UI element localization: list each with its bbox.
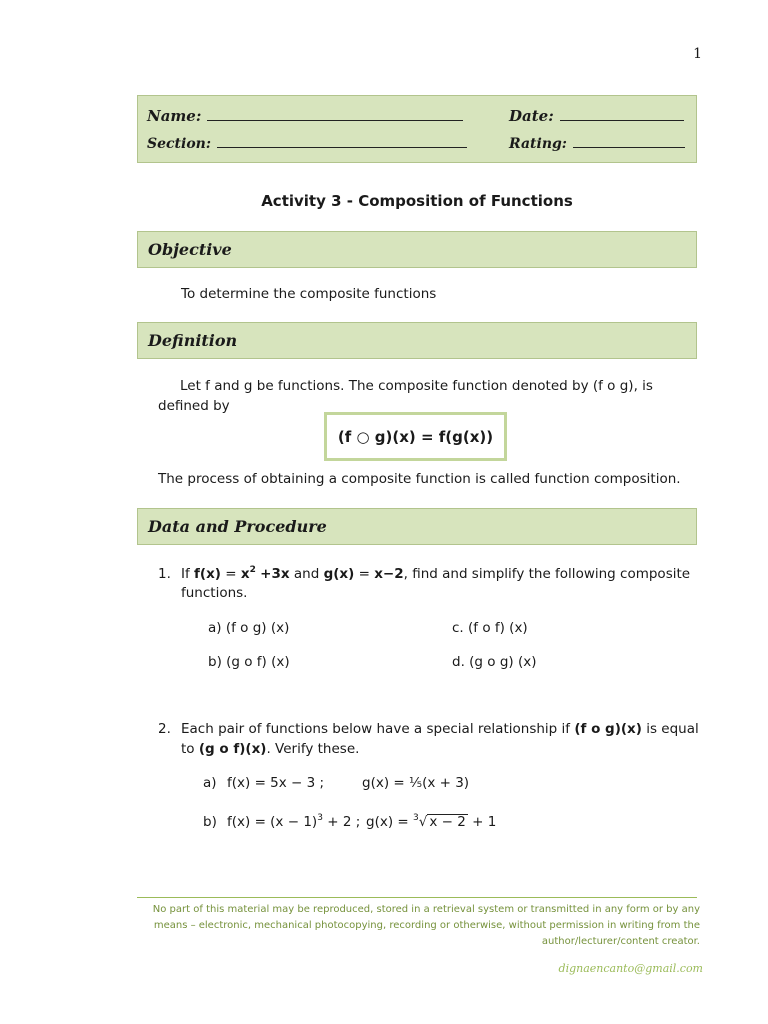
q2-text1: Each pair of functions below have a special relationship if [181, 721, 571, 737]
q1-item-b: b) (g ο f) (x) [208, 654, 290, 670]
q1-eq1: = [225, 566, 237, 582]
radical-sign-icon: √ [418, 814, 428, 830]
composition-formula: (f ○ g)(x) = f(g(x)) [324, 412, 507, 461]
question-2-line2 [181, 739, 359, 759]
page-title: Activity 3 - Composition of Functions [261, 192, 573, 210]
q2-b-f-tail: + 2 ; [322, 814, 361, 830]
page-number: 1 [693, 46, 702, 62]
q1-f-label: f(x) [194, 566, 221, 582]
q2-gof: (g ο f)(x) [198, 741, 267, 757]
q1-and: and [293, 566, 320, 582]
copyright-line-2: means – electronic, mechanical photocopying, recording or otherwise, without permission in writing from the [153, 920, 700, 931]
author-email: dignaencanto@gmail.com [558, 962, 703, 975]
section-row [147, 133, 467, 152]
q2-b-g-radicand: x − 2 [429, 814, 466, 830]
q1-item-c: c. (f ο f) (x) [452, 620, 528, 636]
date-label: Date: [509, 107, 554, 125]
copyright-notice [137, 902, 700, 950]
rating-blank[interactable] [573, 133, 685, 148]
q2-text2: is equal [646, 721, 699, 737]
q1-g-label: g(x) [323, 566, 355, 582]
q1-x: x [240, 566, 250, 582]
q2-item-a-g: g(x) = ⅕(x + 3) [362, 775, 470, 791]
q2-b-g-label: g(x) = [366, 814, 409, 830]
q2-item-a-f: f(x) = 5x − 3 ; [227, 775, 325, 791]
q1-plus3x: +3x [260, 566, 290, 582]
q2-fog: (f ο g)(x) [574, 721, 642, 737]
question-2-line1 [181, 719, 699, 739]
name-blank[interactable] [207, 106, 463, 121]
q1-if: If [181, 566, 190, 582]
q2-b-f-exponent: 3 [317, 813, 323, 823]
q2-item-b-g [366, 812, 496, 834]
name-label: Name: [147, 107, 202, 125]
name-row [147, 106, 463, 125]
q2-item-b-f [227, 812, 360, 834]
q2-to: to [181, 741, 195, 757]
q2-item-a-label: a) [203, 775, 217, 791]
definition-text-line1: Let f and g be functions. The composite function denoted by (f ο g), is [180, 378, 653, 394]
rating-row [509, 133, 685, 152]
rating-label: Rating: [509, 136, 567, 152]
process-text: The process of obtaining a composite function is called function composition. [158, 471, 681, 487]
q2-text3: . Verify these. [266, 741, 360, 757]
procedure-heading: Data and Procedure [137, 508, 697, 545]
section-label: Section: [147, 136, 212, 152]
date-row [509, 106, 684, 125]
objective-heading: Objective [137, 231, 697, 268]
section-blank[interactable] [217, 133, 467, 148]
definition-text-line2: defined by [158, 398, 230, 414]
q1-g-def: x−2 [374, 566, 404, 582]
question-1-line2: functions. [181, 585, 248, 601]
q2-item-b-label: b) [203, 814, 217, 830]
date-blank[interactable] [560, 106, 684, 121]
q1-item-d: d. (g ο g) (x) [452, 654, 537, 670]
q1-item-a: a) (f ο g) (x) [208, 620, 290, 636]
q1-rest: , find and simplify the following composite [403, 566, 691, 582]
q1-exponent: 2 [249, 565, 256, 575]
footer-divider [137, 897, 697, 898]
student-info-box [137, 95, 697, 163]
question-2-number: 2. [158, 721, 171, 737]
question-1-text [181, 564, 701, 586]
q2-b-g-tail: + 1 [472, 814, 497, 830]
copyright-line-3: author/lecturer/content creator. [541, 936, 700, 947]
question-1-number: 1. [158, 566, 171, 582]
q2-b-f-base: f(x) = (x − 1) [227, 814, 318, 830]
q2-b-g-root-index: 3 [413, 813, 419, 823]
copyright-line-1: No part of this material may be reproduced, stored in a retrieval system or transmitted in any form or by any [152, 904, 700, 915]
objective-text: To determine the composite functions [181, 286, 437, 302]
definition-heading: Definition [137, 322, 697, 359]
q1-eq2: = [358, 566, 370, 582]
